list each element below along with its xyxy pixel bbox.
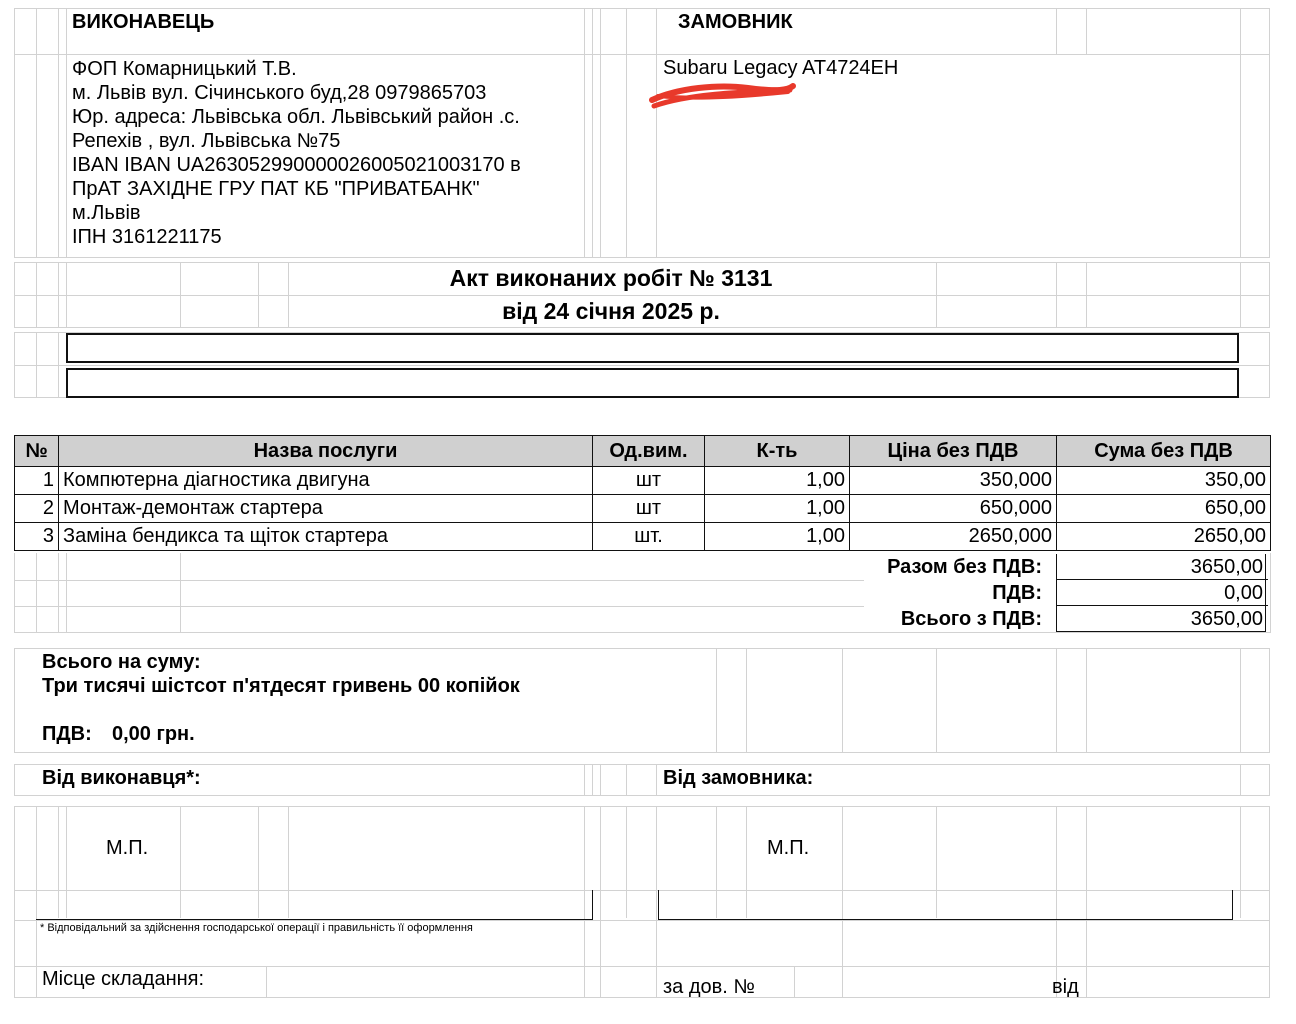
footnote: * Відповідальний за здійснення господарської операції і правильність її оформлення <box>40 922 473 934</box>
subtotal-label: Разом без ПДВ: <box>887 556 1042 578</box>
executor-line: ІПН 3161221175 <box>72 226 222 248</box>
table-row <box>15 495 1271 523</box>
row-number: 1 <box>15 467 59 495</box>
sum-words-vat-value: 0,00 грн. <box>112 723 195 745</box>
col-header: Од.вим. <box>593 436 705 467</box>
col-header: К-ть <box>705 436 850 467</box>
total-value: 3650,00 <box>1190 608 1263 630</box>
place-label: Місце складання: <box>42 968 205 990</box>
executor-heading: ВИКОНАВЕЦЬ <box>72 11 215 33</box>
executor-line: м.Львів <box>72 202 141 224</box>
sum: 650,00 <box>1057 495 1271 523</box>
stamp-right: М.П. <box>767 837 810 859</box>
executor-line: ФОП Комарницький Т.В. <box>72 58 297 80</box>
blank-row <box>66 368 1239 398</box>
service-name: Монтаж-демонтаж стартера <box>59 495 593 523</box>
total-label: Всього з ПДВ: <box>900 608 1042 630</box>
services-table <box>14 435 1271 551</box>
price: 2650,000 <box>850 523 1057 551</box>
table-header-row <box>15 436 1271 467</box>
power-of-attorney-label: за дов. № <box>663 976 755 998</box>
sum-words-label: Всього на суму: <box>42 651 201 673</box>
executor-signature-line <box>36 890 593 920</box>
redaction-scribble <box>648 78 798 110</box>
executor-line: м. Львів вул. Січинського буд,28 0979865703 <box>72 82 487 104</box>
service-name: Компютерна діагностика двигуна <box>59 467 593 495</box>
sum: 350,00 <box>1057 467 1271 495</box>
customer-car: Subaru Legacy AT4724EH <box>663 57 899 79</box>
customer-heading: ЗАМОВНИК <box>678 11 793 33</box>
col-header: № <box>15 436 59 467</box>
executor-line: Репехів , вул. Львівська №75 <box>72 130 341 152</box>
from-executor-label: Від виконавця*: <box>42 767 201 789</box>
executor-line: IBAN IBAN UA263052990000026005021003170 в <box>72 154 521 176</box>
subtotal-value: 3650,00 <box>1190 556 1263 578</box>
quantity: 1,00 <box>705 523 850 551</box>
from-word: від <box>1052 976 1079 998</box>
vat-value: 0,00 <box>1224 582 1263 604</box>
unit: шт. <box>593 523 705 551</box>
table-row <box>15 467 1271 495</box>
table-row <box>15 523 1271 551</box>
executor-details <box>72 57 521 249</box>
unit: шт <box>593 495 705 523</box>
price: 350,000 <box>850 467 1057 495</box>
price: 650,000 <box>850 495 1057 523</box>
service-name: Заміна бендикса та щіток стартера <box>59 523 593 551</box>
vat-label: ПДВ: <box>992 582 1042 604</box>
act-date: від 24 січня 2025 р. <box>502 298 720 324</box>
executor-line: ПрАТ ЗАХІДНЕ ГРУ ПАТ КБ "ПРИВАТБАНК" <box>72 178 480 200</box>
unit: шт <box>593 467 705 495</box>
blank-row <box>66 333 1239 363</box>
quantity: 1,00 <box>705 495 850 523</box>
customer-signature-line <box>658 890 1233 920</box>
quantity: 1,00 <box>705 467 850 495</box>
col-header: Назва послуги <box>59 436 593 467</box>
row-number: 3 <box>15 523 59 551</box>
row-number: 2 <box>15 495 59 523</box>
act-title: Акт виконаних робіт № 3131 <box>449 265 773 291</box>
from-customer-label: Від замовника: <box>663 767 814 789</box>
executor-line: Юр. адреса: Львівська обл. Львівський район .с. <box>72 106 520 128</box>
col-header: Ціна без ПДВ <box>850 436 1057 467</box>
sum: 2650,00 <box>1057 523 1271 551</box>
sum-words-text: Три тисячі шістсот п'ятдесят гривень 00 копійок <box>42 675 520 697</box>
col-header: Сума без ПДВ <box>1057 436 1271 467</box>
stamp-left: М.П. <box>106 837 149 859</box>
sum-words-vat-label: ПДВ: <box>42 723 92 745</box>
